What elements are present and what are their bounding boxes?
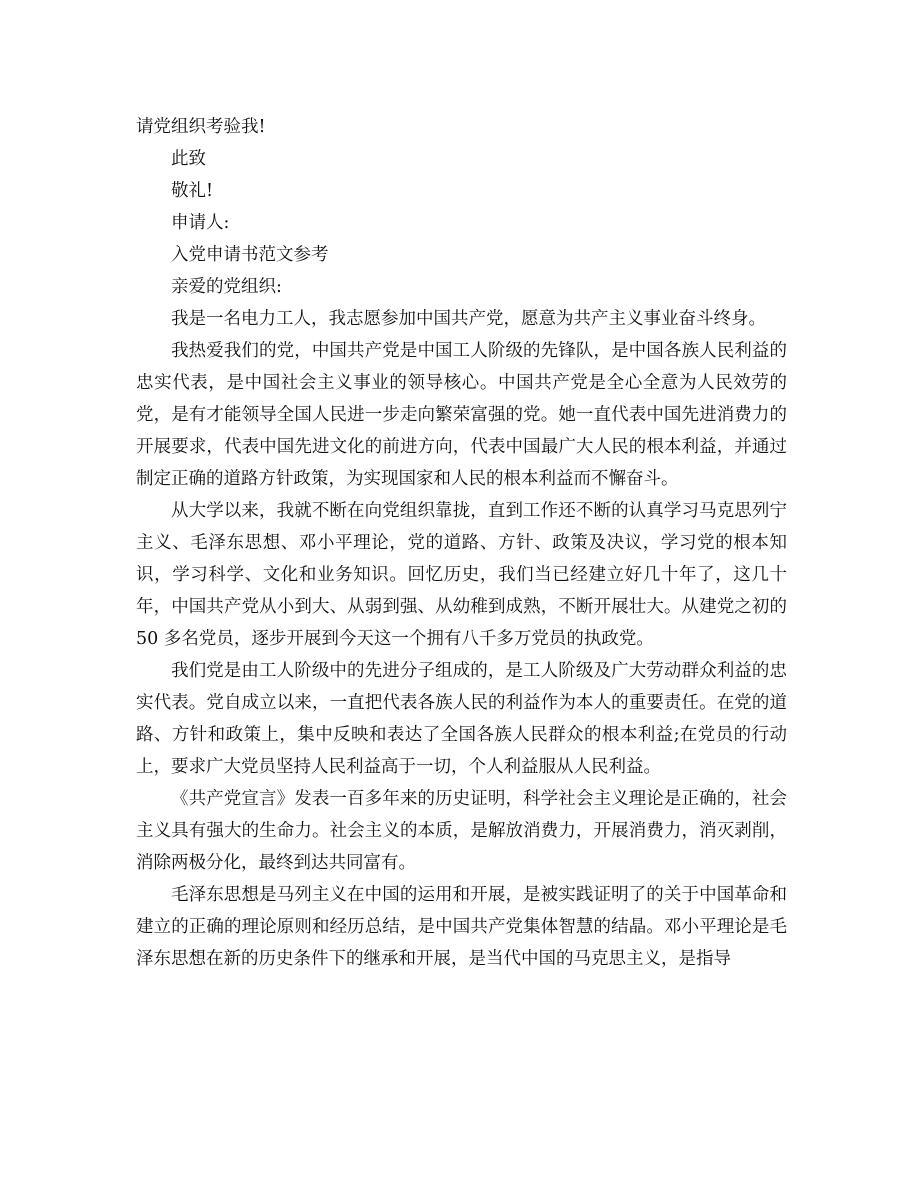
paragraph: 我们党是由工人阶级中的先进分子组成的，是工人阶级及广大劳动群众利益的忠实代表。党自成立以来，一直把代表各族人民的利益作为本人的重要责任。在党的道路、方针和政策上，集中反映和表达了全国各族人民群众的根本利益;在党员的行动上，要求广大党员坚持人民利益高于一切，个人利益服从人民利益。 — [136, 661, 787, 777]
applicant-label: 申请人: — [171, 213, 230, 233]
paragraph: 《共产党宣言》发表一百多年来的历史证明，科学社会主义理论是正确的，社会主义具有强大的生命力。社会主义的本质，是解放消费力，开展消费力，消灭剥削，消除两极分化，最终到达共同富有。 — [136, 789, 787, 873]
paragraph: 毛泽东思想是马列主义在中国的运用和开展，是被实践证明了的关于中国革命和建立的正确的理论原则和经历总结，是中国共产党集体智慧的结晶。邓小平理论是毛泽东思想在新的历史条件下的继承和开展，是当代中国的马克思主义，是指导 — [136, 885, 787, 969]
paragraph: 我是一名电力工人，我志愿参加中国共产党，愿意为共产主义事业奋斗终身。 — [171, 309, 766, 329]
salutation-jingli: 敬礼! — [171, 181, 214, 201]
greeting: 亲爱的党组织: — [171, 277, 282, 297]
paragraph: 从大学以来，我就不断在向党组织靠拢，直到工作还不断的认真学习马克思列宁主义、毛泽东思想、邓小平理论，党的道路、方针、政策及决议，学习党的根本知识，学习科学、文化和业务知识。回忆历史，我们当已经建立好几十年了，这几十年，中国共产党从小到大、从弱到强、从幼稚到成熟，不断开展壮大。从建党之初的 50 多名党员，逐步开展到今天这一个拥有八千多万党员的执政党。 — [136, 501, 787, 649]
salutation-cizhi: 此致 — [171, 149, 206, 169]
closing-line: 请党组织考验我! — [136, 117, 266, 137]
section-title: 入党申请书范文参考 — [171, 245, 329, 265]
document-body — [136, 111, 787, 975]
paragraph: 我热爱我们的党，中国共产党是中国工人阶级的先锋队，是中国各族人民利益的忠实代表，是中国社会主义事业的领导核心。中国共产党是全心全意为人民效劳的党，是有才能领导全国人民进一步走向繁荣富强的党。她一直代表中国先进消费力的开展要求，代表中国先进文化的前进方向，代表中国最广大人民的根本利益，并通过制定正确的道路方针政策，为实现国家和人民的根本利益而不懈奋斗。 — [136, 341, 787, 489]
